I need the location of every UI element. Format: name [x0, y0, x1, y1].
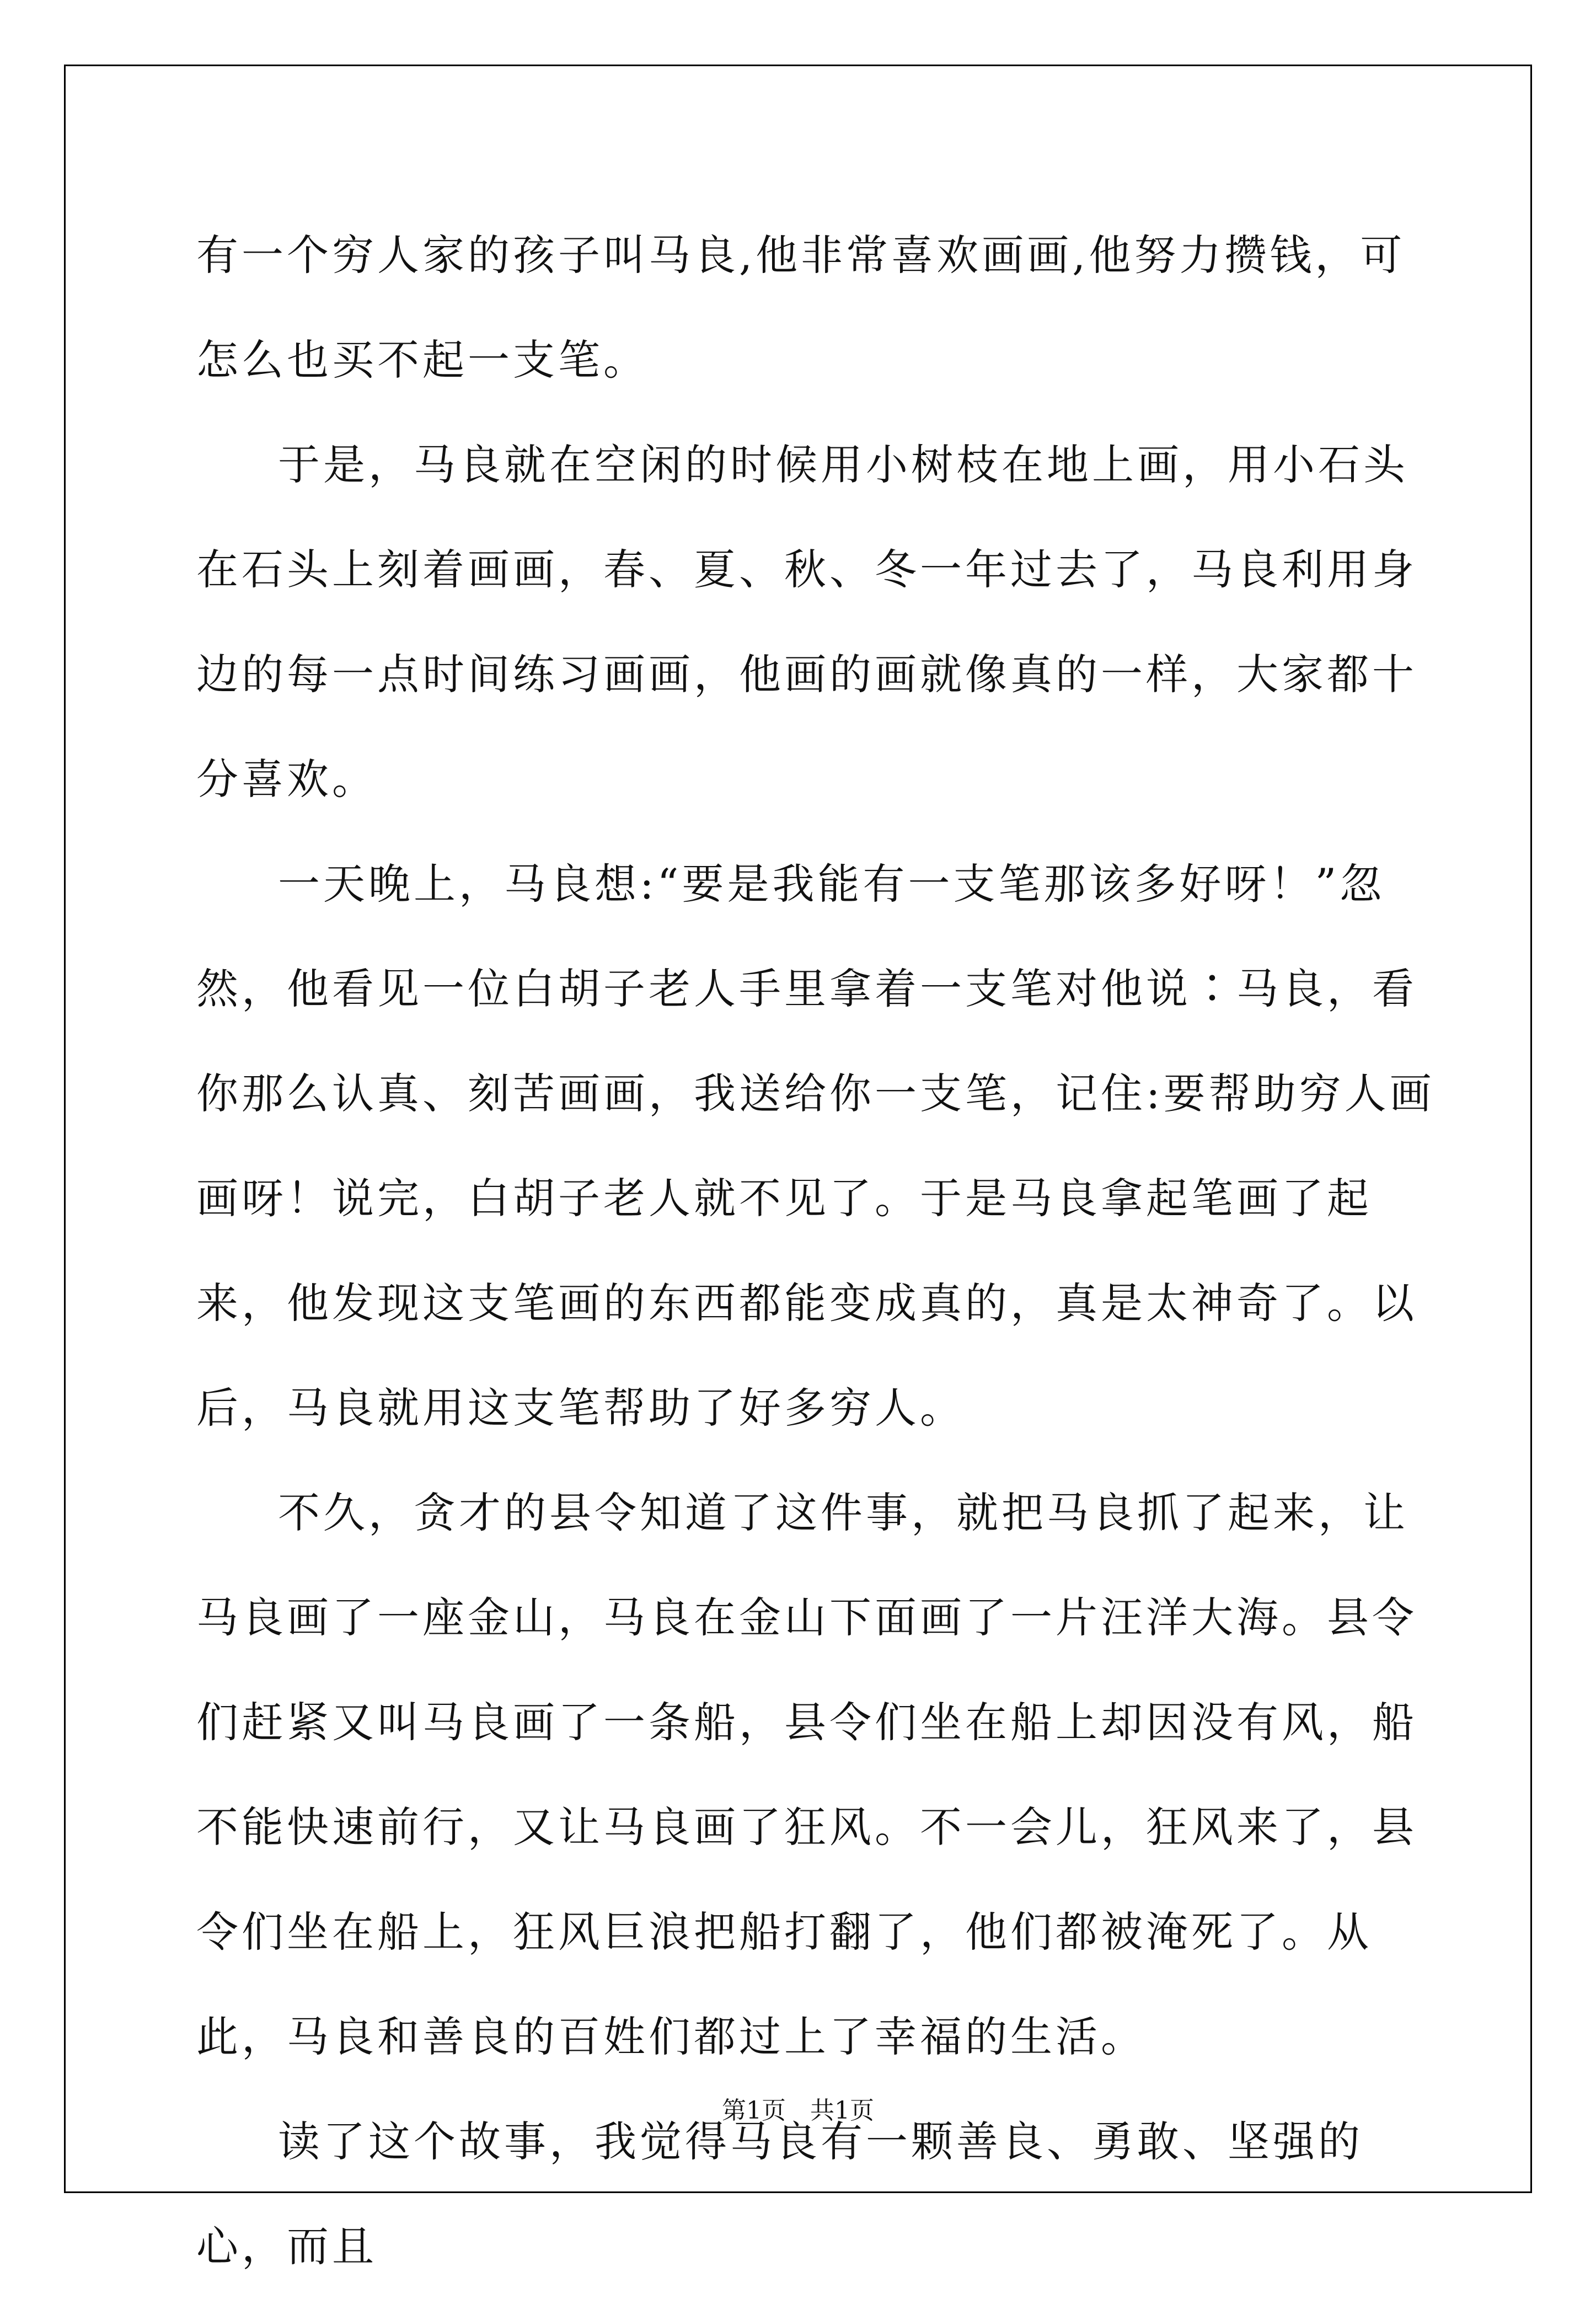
paragraph: 一天晚上，马良想:“要是我能有一支笔那该多好呀！”忽然，他看见一位白胡子老人手里拿着一支笔对他说∶马良，看你那么认真、刻苦画画，我送给你一支笔，记住:要帮助穷人画画呀！说完，白胡子老人就不见了。于是马良拿起笔画了起来，他发现这支笔画的东西都能变成真的，真是太神奇了。以后，马良就用这支笔帮助了好多穷人。 — [196, 859, 1435, 1432]
document-body — [196, 203, 1443, 2299]
page-number: 第1页 — [722, 2097, 786, 2125]
page-total: 共1页 — [810, 2097, 874, 2125]
page-footer — [0, 2091, 1596, 2126]
paragraph: 读了这个故事，我觉得马良有一颗善良、勇敢、坚强的心，而且 — [196, 2117, 1363, 2271]
paragraph: 有一个穷人家的孩子叫马良,他非常喜欢画画,他努力攒钱，可怎么也买不起一支笔。 — [196, 231, 1406, 384]
paragraph: 于是，马良就在空闲的时候用小树枝在地上画，用小石头在石头上刻着画画，春、夏、秋、冬一年过去了，马良利用身边的每一点时间练习画画，他画的画就像真的一样，大家都十分喜欢。 — [196, 440, 1417, 804]
paragraph: 不久，贪才的县令知道了这件事，就把马良抓了起来，让马良画了一座金山，马良在金山下面画了一片汪洋大海。县令们赶紧又叫马良画了一条船，县令们坐在船上却因没有风，船不能快速前行，又让马良画了狂风。不一会儿，狂风来了，县令们坐在船上，狂风巨浪把船打翻了，他们都被淹死了。从此，马良和善良的百姓们都过上了幸福的生活。 — [196, 1488, 1417, 2061]
